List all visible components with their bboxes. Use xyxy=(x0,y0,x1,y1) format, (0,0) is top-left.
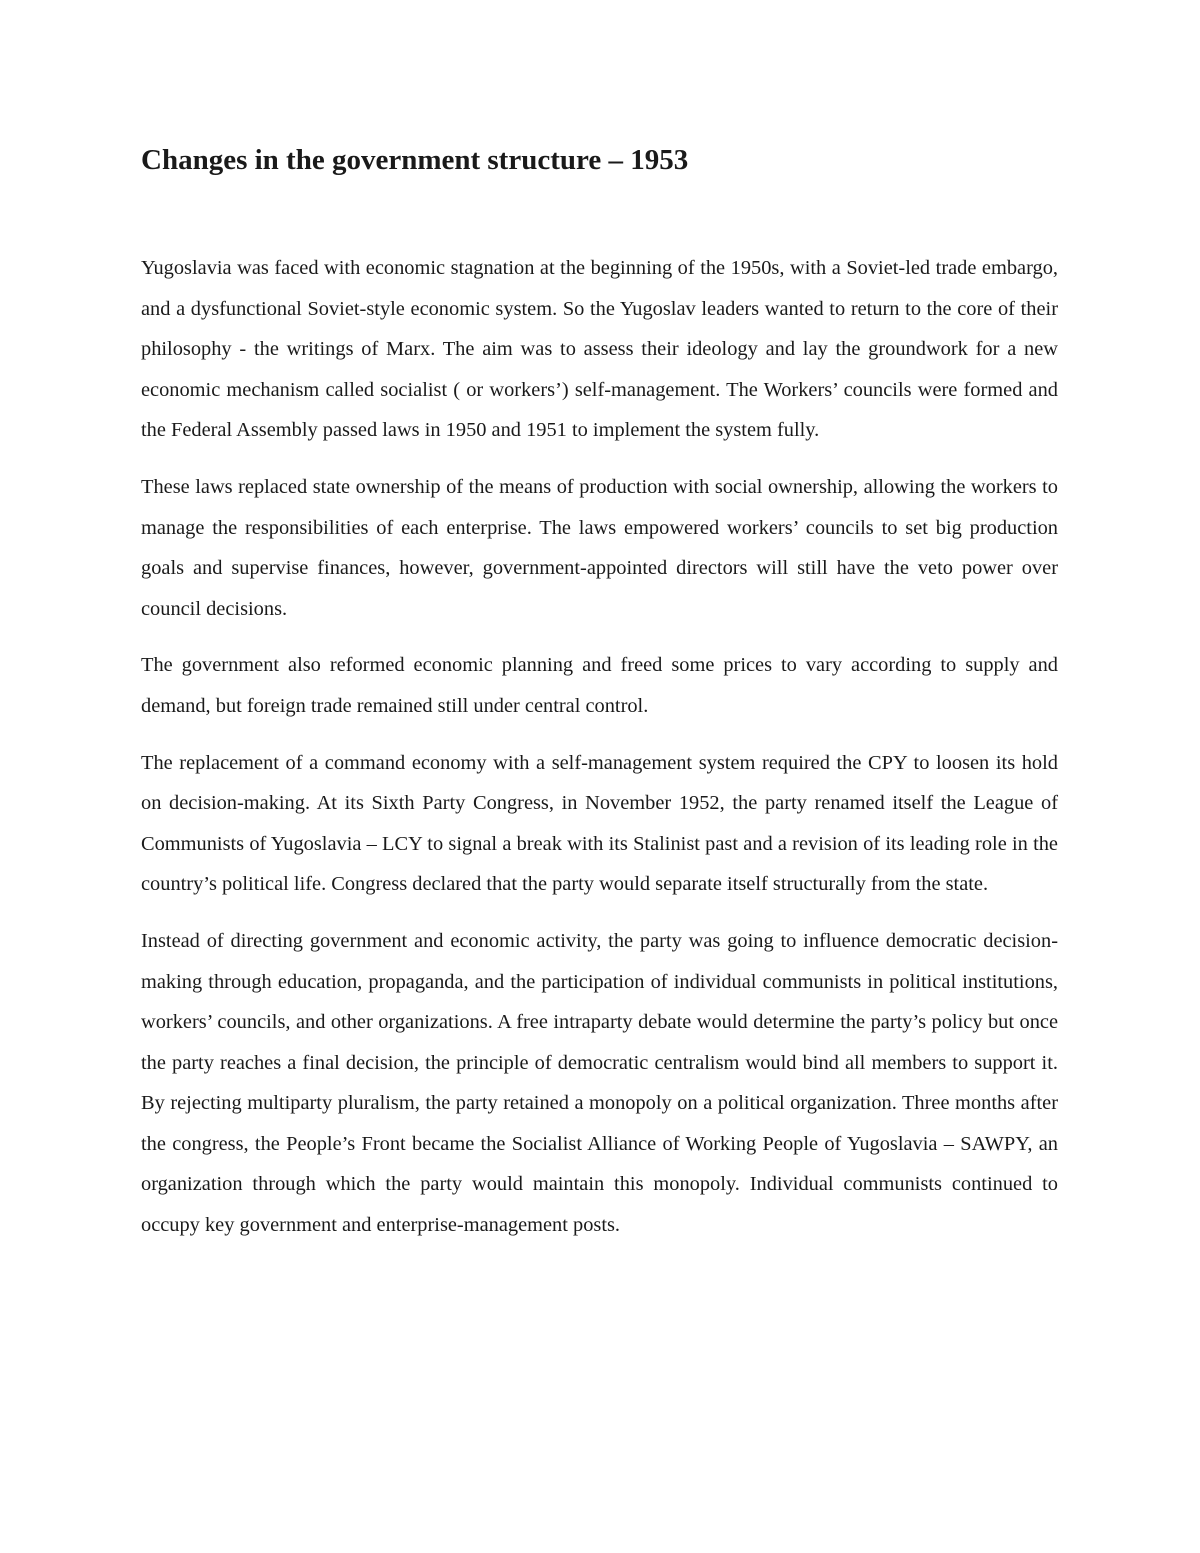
paragraph-1: Yugoslavia was faced with economic stagnation at the beginning of the 1950s, with a Soviet-led trade embargo, and a dysfunctional Soviet-style economic system. So the Yugoslav leaders wanted to return to the core of their philosophy - the writings of Marx. The aim was to assess their ideology and lay the groundwork for a new economic mechanism called socialist ( or workers’) self-management. The Workers’ councils were formed and the Federal Assembly passed laws in 1950 and 1951 to implement the system fully. xyxy=(141,257,1058,442)
paragraph-3: The government also reformed economic planning and freed some prices to vary according to supply and demand, but foreign trade remained still under central control. xyxy=(141,654,1058,717)
document-title: Changes in the government structure – 1953 xyxy=(141,144,689,176)
paragraph-5: Instead of directing government and economic activity, the party was going to influence democratic decision-making through education, propaganda, and the participation of individual communists in political institutions, workers’ councils, and other organizations. A free intraparty debate would determine the party’s policy but once the party reaches a final decision, the principle of democratic centralism would bind all members to support it. By rejecting multiparty pluralism, the party retained a monopoly on a political organization. Three months after the congress, the People’s Front became the Socialist Alliance of Working People of Yugoslavia – SAWPY, an organization through which the party would maintain this monopoly. Individual communists continued to occupy key government and enterprise-management posts. xyxy=(141,929,1058,1237)
document-body xyxy=(141,140,1058,1262)
paragraph-4: The replacement of a command economy with a self-management system required the CPY to loosen its hold on decision-making. At its Sixth Party Congress, in November 1952, the party renamed itself the League of Communists of Yugoslavia – LCY to signal a break with its Stalinist past and a revision of its leading role in the country’s political life. Congress declared that the party would separate itself structurally from the state. xyxy=(141,751,1058,896)
paragraph-2: These laws replaced state ownership of the means of production with social ownership, allowing the workers to manage the responsibilities of each enterprise. The laws empowered workers’ councils to set big production goals and supervise finances, however, government-appointed directors will still have the veto power over council decisions. xyxy=(141,475,1058,620)
